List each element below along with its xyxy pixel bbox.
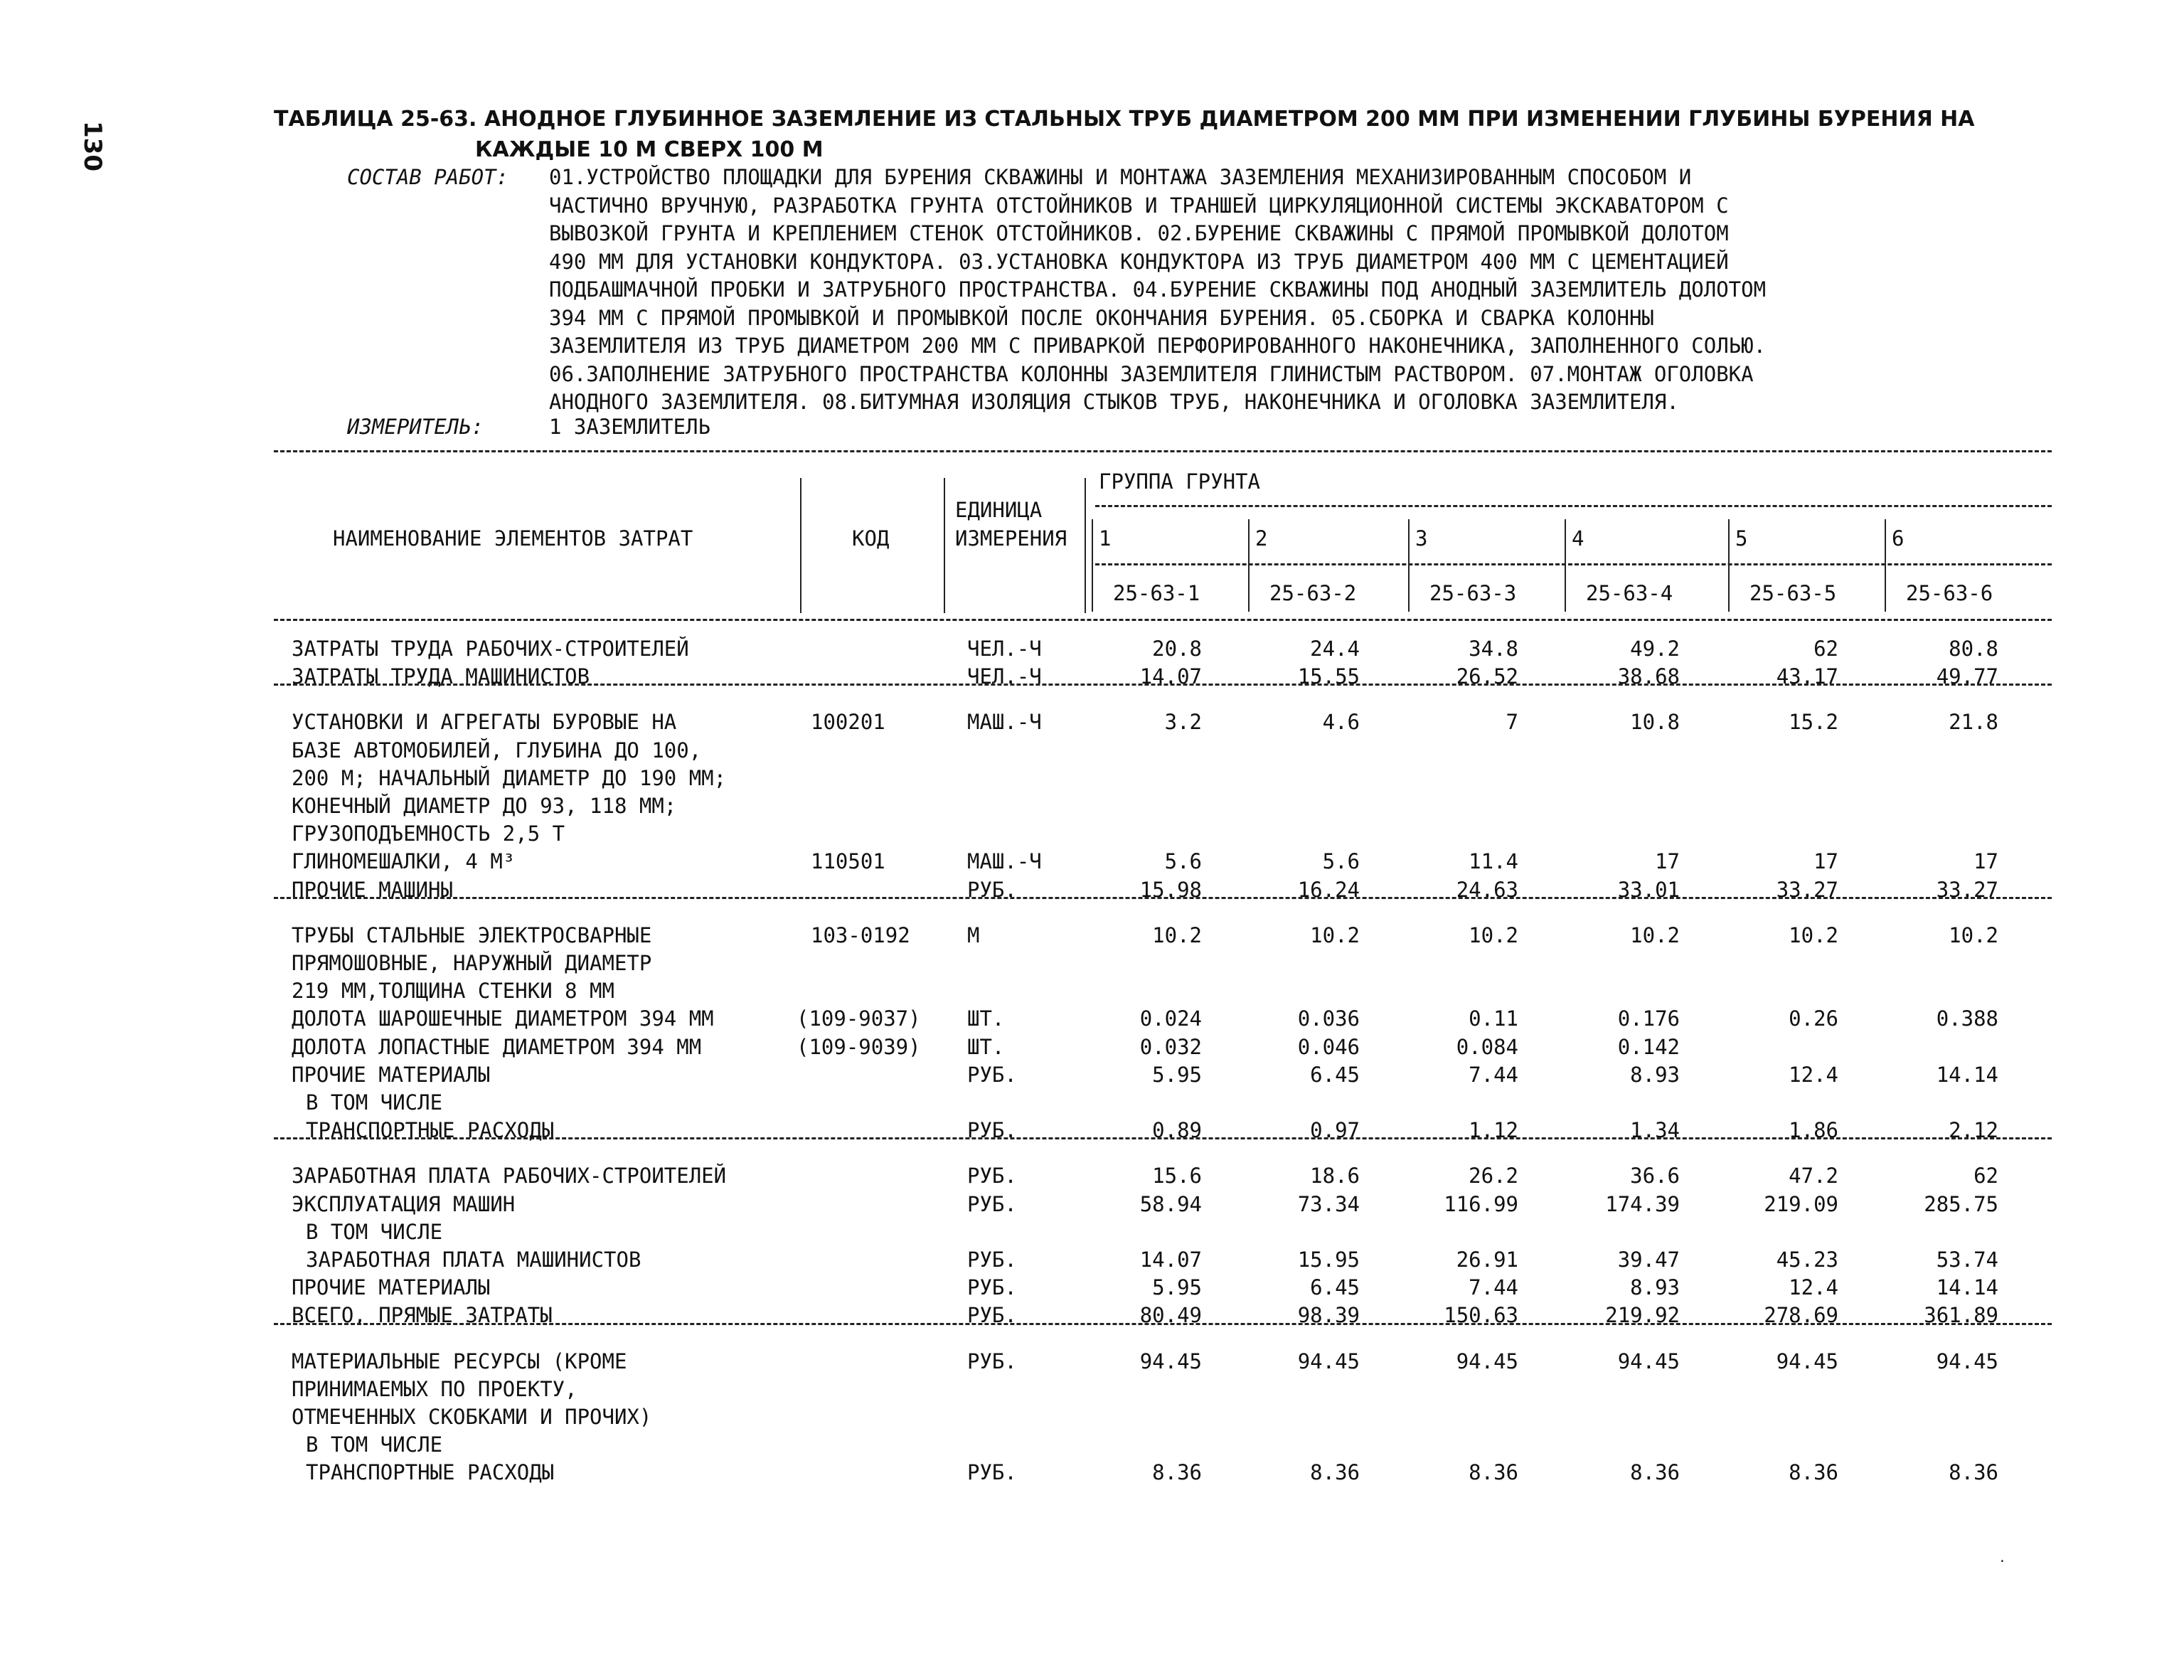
composition-line: ЗАЗЕМЛИТЕЛЯ ИЗ ТРУБ ДИАМЕТРОМ 200 ММ С ПРИВАРКОЙ ПЕРФОРИРОВАННОГО НАКОНЕЧНИКА, ЗАПОЛНЕННОГО СОЛЬЮ.: [549, 334, 1767, 358]
cost-value: 0.036: [1297, 1006, 1360, 1031]
norm-code: 25-63-4: [1586, 581, 1673, 605]
cost-value: 0.89: [1152, 1118, 1202, 1143]
group-number: 3: [1415, 526, 1428, 551]
composition-line: ПОДБАШМАЧНОЙ ПРОБКИ И ЗАТРУБНОГО ПРОСТРАНСТВА. 04.БУРЕНИЕ СКВАЖИНЫ ПОД АНОДНЫЙ ЗАЗЕМЛИТЕЛЬ ДОЛОТОМ: [549, 277, 1767, 302]
cost-value: 12.4: [1789, 1062, 1838, 1087]
cost-value: 47.2: [1789, 1164, 1838, 1189]
cost-item-name: ДОЛОТА ШАРОШЕЧНЫЕ ДИАМЕТРОМ 394 ММ: [292, 1006, 714, 1031]
cost-item-unit: РУБ.: [967, 1062, 1017, 1087]
cost-value: 8.36: [1310, 1460, 1360, 1485]
cost-item-name: 219 ММ,ТОЛЩИНА СТЕНКИ 8 ММ: [292, 979, 614, 1004]
cost-value: 7: [1506, 710, 1518, 735]
cost-value: 10.2: [1152, 923, 1202, 947]
cost-item-name: ЗАРАБОТНАЯ ПЛАТА РАБОЧИХ-СТРОИТЕЛЕЙ: [292, 1164, 727, 1189]
cost-item-unit: МАШ.-Ч: [967, 849, 1042, 874]
cost-value: 8.93: [1630, 1062, 1680, 1087]
cost-item-unit: МАШ.-Ч: [967, 710, 1042, 735]
cost-item-unit: ШТ.: [967, 1034, 1005, 1059]
cost-item-unit: РУБ.: [967, 877, 1017, 902]
section-rule: [274, 1137, 2052, 1139]
cost-value: 26.2: [1469, 1164, 1518, 1189]
cost-value: 58.94: [1139, 1191, 1202, 1216]
cost-value: 43.17: [1776, 664, 1838, 689]
meter-value: 1 ЗАЗЕМЛИТЕЛЬ: [549, 415, 710, 439]
cost-item-name: ГРУЗОПОДЪЕМНОСТЬ 2,5 Т: [292, 822, 565, 846]
cost-value: 0.024: [1139, 1006, 1202, 1031]
header-unit-line1: ЕДИНИЦА: [955, 498, 1043, 522]
cost-value: 45.23: [1776, 1248, 1838, 1272]
header-name: НАИМЕНОВАНИЕ ЭЛЕМЕНТОВ ЗАТРАТ: [333, 526, 693, 551]
cost-value: 10.2: [1469, 923, 1518, 947]
cost-value: 94.45: [1297, 1349, 1360, 1373]
cost-item-name: ВСЕГО, ПРЯМЫЕ ЗАТРАТЫ: [292, 1303, 553, 1328]
cost-value: 8.36: [1152, 1460, 1202, 1485]
cost-value: 33.01: [1617, 877, 1680, 902]
header-group-rule: [1095, 505, 2052, 507]
cost-item-unit: РУБ.: [967, 1460, 1017, 1485]
cost-value: 39.47: [1617, 1248, 1680, 1272]
cost-value: 49.77: [1936, 664, 1998, 689]
group-number: 4: [1572, 526, 1584, 551]
cost-value: 34.8: [1469, 637, 1518, 661]
norm-code: 25-63-5: [1749, 581, 1837, 605]
cost-value: 285.75: [1924, 1191, 1998, 1216]
cost-value: 8.93: [1630, 1275, 1680, 1300]
cost-item-unit: ЧЕЛ.-Ч: [967, 664, 1042, 689]
cost-value: 116.99: [1444, 1191, 1518, 1216]
cost-value: 5.6: [1164, 849, 1202, 874]
composition-line: 394 ММ С ПРЯМОЙ ПРОМЫВКОЙ И ПРОМЫВКОЙ ПОСЛЕ ОКОНЧАНИЯ БУРЕНИЯ. 05.СБОРКА И СВАРКА КОЛОННЫ: [549, 305, 1654, 330]
cost-value: 219.92: [1605, 1303, 1680, 1328]
cost-value: 16.24: [1297, 877, 1360, 902]
cost-item-name: ЗАТРАТЫ ТРУДА РАБОЧИХ-СТРОИТЕЛЕЙ: [292, 637, 689, 661]
composition-line: ВЫВОЗКОЙ ГРУНТА И КРЕПЛЕНИЕМ СТЕНОК ОТСТОЙНИКОВ. 02.БУРЕНИЕ СКВАЖИНЫ С ПРЯМОЙ ПРОМЫВКОЙ ДОЛОТОМ: [549, 221, 1729, 245]
norm-code: 25-63-2: [1269, 581, 1357, 605]
header-code-rule: [1095, 563, 2052, 565]
cost-value: 10.2: [1630, 923, 1680, 947]
norm-code: 25-63-1: [1113, 581, 1200, 605]
cost-value: 17: [1973, 849, 1998, 874]
cost-value: 24.63: [1456, 877, 1518, 902]
cost-item-name: КОНЕЧНЫЙ ДИАМЕТР ДО 93, 118 ММ;: [292, 794, 677, 818]
section-rule: [274, 897, 2052, 899]
norm-code: 25-63-6: [1906, 581, 1993, 605]
cost-value: 17: [1655, 849, 1680, 874]
cost-item-name: В ТОМ ЧИСЛЕ: [306, 1432, 443, 1457]
cost-item-name: 200 М; НАЧАЛЬНЫЙ ДИАМЕТР ДО 190 ММ;: [292, 765, 727, 790]
cost-item-code: (109-9037): [797, 1006, 921, 1031]
table-title-line2: КАЖДЫЕ 10 М СВЕРХ 100 М: [475, 137, 824, 162]
cost-value: 7.44: [1469, 1275, 1518, 1300]
cost-item-code: (109-9039): [797, 1034, 921, 1059]
cost-value: 10.2: [1310, 923, 1360, 947]
table-title-line1: ТАБЛИЦА 25-63. АНОДНОЕ ГЛУБИННОЕ ЗАЗЕМЛЕНИЕ ИЗ СТАЛЬНЫХ ТРУБ ДИАМЕТРОМ 200 ММ ПРИ ИЗМЕНЕНИИ ГЛУБИНЫ БУРЕНИЯ НА: [274, 107, 1975, 132]
cost-value: 15.2: [1789, 710, 1838, 735]
cost-item-name: ПРОЧИЕ МАТЕРИАЛЫ: [292, 1062, 491, 1087]
cost-item-name: ТРАНСПОРТНЫЕ РАСХОДЫ: [306, 1460, 555, 1485]
cost-item-code: 103-0192: [811, 923, 910, 947]
cost-item-name: ПРОЧИЕ МАТЕРИАЛЫ: [292, 1275, 491, 1300]
cost-value: 5.95: [1152, 1062, 1202, 1087]
header-divider-3: [1085, 478, 1086, 613]
composition-line: 01.УСТРОЙСТВО ПЛОЩАДКИ ДЛЯ БУРЕНИЯ СКВАЖИНЫ И МОНТАЖА ЗАЗЕМЛЕНИЯ МЕХАНИЗИРОВАННЫМ СПОСОБОМ И: [549, 165, 1692, 189]
cost-value: 15.6: [1152, 1164, 1202, 1189]
cost-value: 26.52: [1456, 664, 1518, 689]
cost-item-name: МАТЕРИАЛЬНЫЕ РЕСУРСЫ (КРОМЕ: [292, 1349, 627, 1373]
cost-item-unit: М: [967, 923, 980, 947]
cost-value: 0.388: [1936, 1006, 1998, 1031]
cost-value: 14.14: [1936, 1275, 1998, 1300]
cost-value: 21.8: [1949, 710, 1998, 735]
cost-value: 33.27: [1776, 877, 1838, 902]
cost-value: 26.91: [1456, 1248, 1518, 1272]
header-code: КОД: [852, 526, 890, 551]
cost-value: 80.49: [1139, 1303, 1202, 1328]
cost-value: 0.084: [1456, 1034, 1518, 1059]
header-top-rule: [274, 450, 2052, 452]
group-divider: [1565, 519, 1566, 612]
cost-item-name: ТРУБЫ СТАЛЬНЫЕ ЭЛЕКТРОСВАРНЫЕ: [292, 923, 652, 947]
cost-item-unit: РУБ.: [967, 1118, 1017, 1143]
cost-value: 8.36: [1630, 1460, 1680, 1485]
cost-value: 15.98: [1139, 877, 1202, 902]
header-divider-2: [944, 478, 945, 613]
cost-value: 20.8: [1152, 637, 1202, 661]
cost-value: 94.45: [1139, 1349, 1202, 1373]
cost-item-name: ЗАРАБОТНАЯ ПЛАТА МАШИНИСТОВ: [306, 1248, 641, 1272]
cost-value: 0.176: [1617, 1006, 1680, 1031]
cost-item-unit: ЧЕЛ.-Ч: [967, 637, 1042, 661]
cost-value: 94.45: [1936, 1349, 1998, 1373]
cost-value: 0.26: [1789, 1006, 1838, 1031]
cost-value: 5.6: [1322, 849, 1360, 874]
group-divider: [1092, 519, 1093, 612]
cost-item-name: В ТОМ ЧИСЛЕ: [306, 1219, 443, 1244]
cost-value: 94.45: [1776, 1349, 1838, 1373]
cost-value: 36.6: [1630, 1164, 1680, 1189]
cost-item-unit: РУБ.: [967, 1349, 1017, 1373]
cost-value: 0.046: [1297, 1034, 1360, 1059]
cost-item-name: ДОЛОТА ЛОПАСТНЫЕ ДИАМЕТРОМ 394 ММ: [292, 1034, 702, 1059]
cost-item-name: ПРЯМОШОВНЫЕ, НАРУЖНЫЙ ДИАМЕТР: [292, 951, 652, 975]
cost-value: 11.4: [1469, 849, 1518, 874]
cost-value: 8.36: [1789, 1460, 1838, 1485]
cost-item-unit: РУБ.: [967, 1164, 1017, 1189]
cost-value: 14.07: [1139, 1248, 1202, 1272]
speck: .: [1998, 1551, 2006, 1565]
cost-value: 17: [1813, 849, 1838, 874]
header-bottom-rule: [274, 619, 2052, 621]
cost-item-unit: РУБ.: [967, 1248, 1017, 1272]
norm-code: 25-63-3: [1429, 581, 1517, 605]
cost-value: 1.86: [1789, 1118, 1838, 1143]
cost-value: 1.12: [1469, 1118, 1518, 1143]
group-number: 2: [1255, 526, 1268, 551]
group-number: 5: [1735, 526, 1748, 551]
cost-value: 14.14: [1936, 1062, 1998, 1087]
cost-value: 278.69: [1764, 1303, 1838, 1328]
cost-value: 0.97: [1310, 1118, 1360, 1143]
group-number: 1: [1099, 526, 1112, 551]
group-divider: [1248, 519, 1250, 612]
cost-value: 6.45: [1310, 1275, 1360, 1300]
cost-item-name: УСТАНОВКИ И АГРЕГАТЫ БУРОВЫЕ НА: [292, 710, 677, 735]
cost-value: 8.36: [1469, 1460, 1518, 1485]
cost-value: 6.45: [1310, 1062, 1360, 1087]
cost-value: 1.34: [1630, 1118, 1680, 1143]
cost-item-unit: РУБ.: [967, 1275, 1017, 1300]
cost-item-code: 100201: [811, 710, 885, 735]
cost-value: 0.11: [1469, 1006, 1518, 1031]
cost-item-name: ПРОЧИЕ МАШИНЫ: [292, 877, 453, 902]
group-divider: [1885, 519, 1886, 612]
cost-value: 10.2: [1789, 923, 1838, 947]
cost-value: 2.12: [1949, 1118, 1998, 1143]
cost-value: 94.45: [1456, 1349, 1518, 1373]
cost-value: 62: [1973, 1164, 1998, 1189]
cost-value: 38.68: [1617, 664, 1680, 689]
cost-item-unit: ШТ.: [967, 1006, 1005, 1031]
cost-value: 15.95: [1297, 1248, 1360, 1272]
cost-value: 73.34: [1297, 1191, 1360, 1216]
header-group: ГРУППА ГРУНТА: [1099, 469, 1260, 494]
cost-value: 10.8: [1630, 710, 1680, 735]
cost-value: 62: [1813, 637, 1838, 661]
cost-value: 53.74: [1936, 1248, 1998, 1272]
cost-value: 98.39: [1297, 1303, 1360, 1328]
cost-value: 94.45: [1617, 1349, 1680, 1373]
composition-line: АНОДНОГО ЗАЗЕМЛИТЕЛЯ. 08.БИТУМНАЯ ИЗОЛЯЦИЯ СТЫКОВ ТРУБ, НАКОНЕЧНИКА И ОГОЛОВКА ЗАЗЕМЛИТЕЛЯ.: [549, 390, 1679, 414]
cost-value: 80.8: [1949, 637, 1998, 661]
cost-item-name: ТРАНСПОРТНЫЕ РАСХОДЫ: [306, 1118, 555, 1143]
cost-item-name: В ТОМ ЧИСЛЕ: [306, 1090, 443, 1115]
cost-item-unit: РУБ.: [967, 1191, 1017, 1216]
cost-value: 24.4: [1310, 637, 1360, 661]
cost-item-name: ЭКСПЛУАТАЦИЯ МАШИН: [292, 1191, 516, 1216]
cost-item-code: 110501: [811, 849, 885, 874]
cost-item-name: ЗАТРАТЫ ТРУДА МАШИНИСТОВ: [292, 664, 590, 689]
cost-value: 361.89: [1924, 1303, 1998, 1328]
cost-value: 15.55: [1297, 664, 1360, 689]
header-unit-line2: ИЗМЕРЕНИЯ: [955, 526, 1067, 551]
cost-value: 33.27: [1936, 877, 1998, 902]
composition-label: СОСТАВ РАБОТ:: [347, 165, 508, 189]
cost-item-name: ОТМЕЧЕННЫХ СКОБКАМИ И ПРОЧИХ): [292, 1405, 652, 1429]
cost-value: 12.4: [1789, 1275, 1838, 1300]
header-divider-1: [800, 478, 801, 613]
composition-line: ЧАСТИЧНО ВРУЧНУЮ, РАЗРАБОТКА ГРУНТА ОТСТОЙНИКОВ И ТРАНШЕЙ ЦИРКУЛЯЦИОННОЙ СИСТЕМЫ ЭКСКАВАТОРОМ С: [549, 193, 1729, 218]
meter-label: ИЗМЕРИТЕЛЬ:: [347, 415, 484, 439]
group-divider: [1728, 519, 1730, 612]
cost-item-name: ПРИНИМАЕМЫХ ПО ПРОЕКТУ,: [292, 1376, 577, 1401]
section-rule: [274, 684, 2052, 686]
group-number: 6: [1892, 526, 1905, 551]
cost-value: 0.032: [1139, 1034, 1202, 1059]
cost-value: 0.142: [1617, 1034, 1680, 1059]
cost-value: 7.44: [1469, 1062, 1518, 1087]
cost-item-name: БАЗЕ АВТОМОБИЛЕЙ, ГЛУБИНА ДО 100,: [292, 738, 702, 762]
cost-value: 174.39: [1605, 1191, 1680, 1216]
group-divider: [1408, 519, 1410, 612]
cost-item-name: ГЛИНОМЕШАЛКИ, 4 М³: [292, 849, 516, 874]
cost-value: 4.6: [1322, 710, 1360, 735]
cost-value: 150.63: [1444, 1303, 1518, 1328]
composition-line: 06.ЗАПОЛНЕНИЕ ЗАТРУБНОГО ПРОСТРАНСТВА КОЛОННЫ ЗАЗЕМЛИТЕЛЯ ГЛИНИСТЫМ РАСТВОРОМ. 07.МОНТАЖ ОГОЛОВКА: [549, 361, 1754, 386]
cost-item-unit: РУБ.: [967, 1303, 1017, 1328]
page-number: 130: [78, 121, 107, 171]
cost-value: 8.36: [1949, 1460, 1998, 1485]
cost-value: 10.2: [1949, 923, 1998, 947]
cost-value: 49.2: [1630, 637, 1680, 661]
section-rule: [274, 1323, 2052, 1325]
cost-value: 14.07: [1139, 664, 1202, 689]
cost-value: 3.2: [1164, 710, 1202, 735]
cost-value: 5.95: [1152, 1275, 1202, 1300]
cost-value: 219.09: [1764, 1191, 1838, 1216]
composition-line: 490 ММ ДЛЯ УСТАНОВКИ КОНДУКТОРА. 03.УСТАНОВКА КОНДУКТОРА ИЗ ТРУБ ДИАМЕТРОМ 400 ММ С ЦЕМЕНТАЦИЕЙ: [549, 249, 1729, 274]
cost-value: 18.6: [1310, 1164, 1360, 1189]
